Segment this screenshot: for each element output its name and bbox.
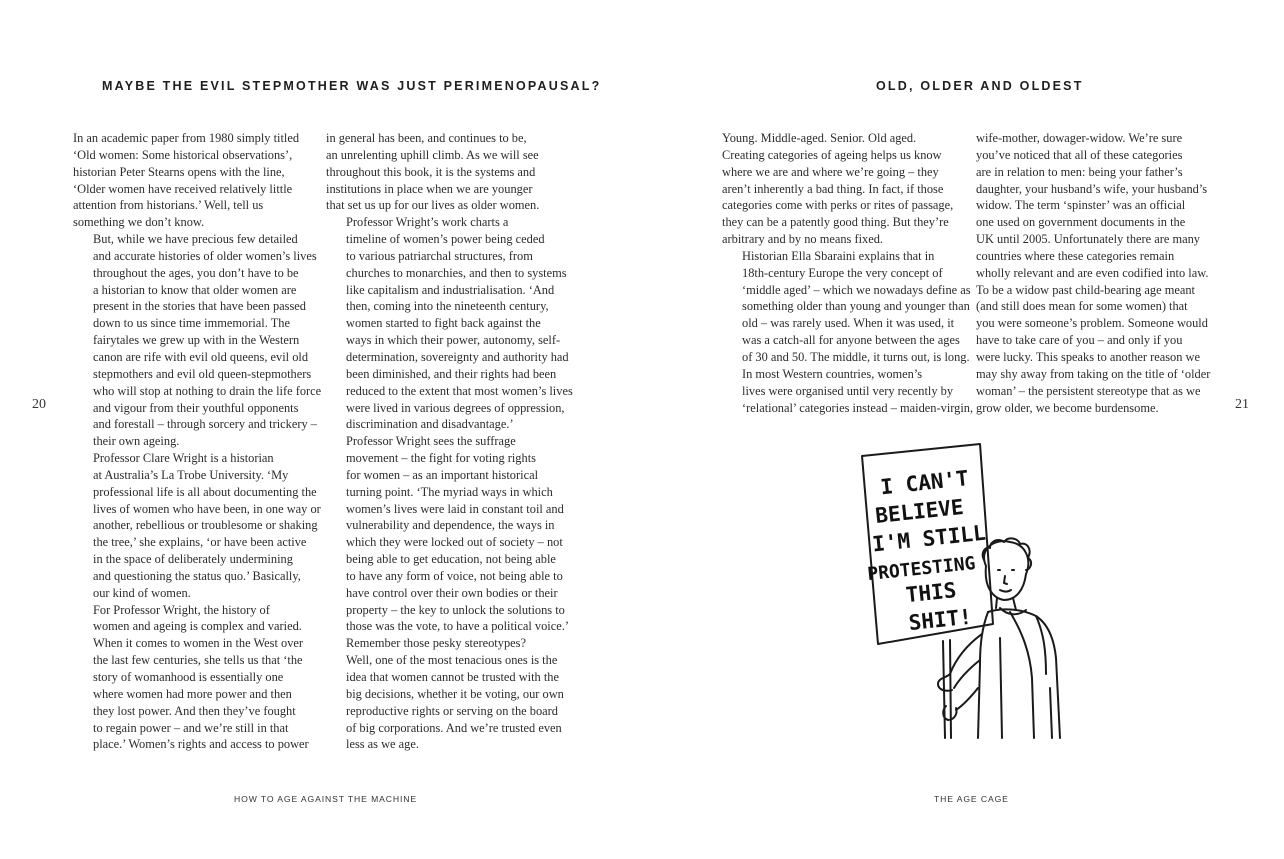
paragraph [976,130,1221,416]
text-line: aren’t inherently a bad thing. In fact, if those [722,181,944,196]
text-line: For Professor Wright, the history of [93,602,270,617]
text-line: at Australia’s La Trobe University. ‘My [93,467,289,482]
text-line: reproductive rights or serving on the board [346,703,558,718]
text-line: another, rebellious or troublesome or shaking [93,518,318,533]
text-line: UK until 2005. Unfortunately there are many [976,232,1200,247]
text-line: movement – the fight for voting rights [346,451,536,466]
text-line: that set us up for our lives as older women. [326,198,540,213]
text-line: arbitrary and by no means fixed. [722,232,884,247]
sign-line-1: I CAN'T [879,466,970,500]
text-line: old – was rarely used. When it was used, it [742,316,955,331]
right-page-number: 21 [1235,397,1249,412]
text-line: professional life is all about documenting the [93,484,317,499]
text-line: an unrelenting uphill climb. As we will see [326,147,539,162]
text-line: ‘middle aged’ – which we nowadays define as [742,282,971,297]
text-line: who will stop at nothing to drain the life force [93,383,322,398]
paragraph [722,366,974,417]
right-running-head: OLD, OLDER AND OLDEST [876,79,1084,93]
text-line: (and still does mean for some women) that [976,299,1188,314]
paragraph [326,635,571,753]
text-line: reduced to the extent that most women’s lives [346,383,573,398]
left-page-column-1 [73,130,322,753]
text-line: where we are and where we’re going – they [722,164,939,179]
text-line: Professor Clare Wright is a historian [93,451,274,466]
text-line: Professor Wright’s work charts a [346,215,509,230]
text-line: and vigour from their youthful opponents [93,400,299,415]
text-line: property – the key to unlock the solutions to [346,602,565,617]
text-line: institutions in place when we are younger [326,181,533,196]
text-line: idea that women cannot be trusted with the [346,670,559,684]
text-line: something older than young and younger than [742,299,970,314]
text-line: may shy away from taking on the title of ‘older [976,366,1211,381]
text-line: wife-mother, dowager-widow. We’re sure [976,131,1183,145]
text-line: those was the vote, to have a political voice.’ [346,619,569,634]
paragraph [722,248,971,366]
text-line: to have any form of voice, not being able to [346,568,563,583]
text-line: were lived in various degrees of oppression, [346,400,565,415]
paragraph [326,130,571,214]
text-line: have control over their own bodies or their [346,585,558,600]
text-line: Historian Ella Sbaraini explains that in [742,248,935,263]
text-line: Young. Middle-aged. Senior. Old aged. [722,131,917,145]
text-line: daughter, your husband’s wife, your husband’s [976,181,1208,196]
text-line: they can be a patently good thing. But they’re [722,215,949,230]
right-footer: THE AGE CAGE [934,794,1009,804]
text-line: the last few centuries, she tells us that ‘the [93,653,303,668]
text-line: something we don’t know. [73,215,205,230]
text-line: ‘relational’ categories instead – maiden-virgin, [742,400,974,415]
text-line: big decisions, whether it be voting, our own [346,686,564,701]
paragraph [722,130,967,248]
text-line: story of womanhood is essentially one [93,670,284,684]
text-line: categories come with perks or rites of passage, [722,198,954,213]
text-line: have to take care of you – and only if you [976,333,1183,348]
text-line: are in relation to men: being your father’s [976,164,1183,179]
text-line: to various patriarchal structures, from [346,248,533,263]
text-line: present in the stories that have been passed [93,299,306,314]
text-line: our kind of women. [93,585,191,600]
text-line: lives of women who have been, in one way or [93,501,321,516]
text-line: less as we age. [346,737,419,752]
text-line: a historian to know that older women are [93,282,297,297]
text-line: turning point. ‘The myriad ways in which [346,484,553,499]
paragraph [73,602,318,754]
left-footer: HOW TO AGE AGAINST THE MACHINE [234,794,417,804]
paragraph [73,450,321,602]
sign-line-3: I'M STILL [871,520,987,557]
text-line: which they were locked out of society – not [346,535,563,550]
text-line: and questioning the status quo.’ Basically, [93,568,301,583]
text-line: you were someone’s problem. Someone would [976,316,1208,331]
text-line: widow. The term ‘spinster’ was an official [976,198,1186,213]
text-line: historian Peter Stearns opens with the line, [73,164,285,179]
text-line: ways in which their power, autonomy, self- [346,333,561,348]
text-line: throughout the ages, you don’t have to be [93,265,299,280]
text-line: been diminished, and their rights had been [346,366,557,381]
right-page-column-1 [722,130,974,416]
text-line: and accurate histories of older women’s lives [93,248,317,263]
text-line: their own ageing. [93,434,180,449]
text-line: Well, one of the most tenacious ones is the [346,653,558,668]
text-line: down to us since time immemorial. The [93,316,290,331]
text-line: you’ve noticed that all of these categories [976,147,1183,162]
text-line: being able to get education, not being able [346,552,556,567]
left-page-column-2 [326,130,571,753]
text-line: of 30 and 50. The middle, it turns out, is long. [742,349,970,364]
text-line: in the space of deliberately undermining [93,552,293,567]
sign-line-5: THIS [904,578,958,608]
sign-line-2: BELIEVE [874,494,965,528]
text-line: then, coming into the nineteenth century, [346,299,549,314]
text-line: fairytales we grew up with in the Western [93,333,300,348]
text-line: But, while we have precious few detailed [93,232,298,247]
text-line: grow older, we become burdensome. [976,400,1159,415]
text-line: women’s lives were laid in constant toil and [346,501,564,516]
text-line: wholly relevant and are even codified into law. [976,265,1209,280]
text-line: for women – as an important historical [346,467,539,482]
text-line: discrimination and disadvantage.’ [346,417,514,432]
text-line: stepmothers and evil old queen-stepmothers [93,366,312,381]
text-line: were lucky. This speaks to another reason we [976,349,1200,364]
text-line: where women had more power and then [93,686,292,701]
text-line: timeline of women’s power being ceded [346,232,545,247]
text-line: vulnerability and dependence, the ways in [346,518,555,533]
sign-line-6: SHIT! [907,604,973,636]
text-line: To be a widow past child-bearing age meant [976,282,1195,297]
text-line: was a catch-all for anyone between the ages [742,333,960,348]
text-line: women and ageing is complex and varied. [93,619,302,634]
text-line: ‘Older women have received relatively little [73,181,293,196]
text-line: Creating categories of ageing helps us know [722,147,942,162]
text-line: the tree,’ she explains, ‘or have been active [93,535,307,550]
text-line: lives were organised until very recently by [742,383,954,398]
text-line: one used on government documents in the [976,215,1186,230]
paragraph [73,130,318,231]
text-line: 18th-century Europe the very concept of [742,265,943,280]
text-line: to regain power – and we’re still in that [93,720,289,735]
text-line: in general has been, and continues to be, [326,131,527,145]
text-line: of big corporations. And we’re trusted even [346,720,562,735]
text-line: ‘Old women: Some historical observations’, [73,147,293,162]
text-line: Remember those pesky stereotypes? [346,636,526,651]
text-line: like capitalism and industrialisation. ‘And [346,282,555,297]
text-line: When it comes to women in the West over [93,636,304,651]
text-line: determination, sovereignty and authority had [346,349,569,364]
text-line: In an academic paper from 1980 simply titled [73,131,300,145]
left-running-head: MAYBE THE EVIL STEPMOTHER WAS JUST PERIMENOPAUSAL? [102,79,602,93]
text-line: In most Western countries, women’s [742,366,923,381]
text-line: and forestall – through sorcery and trickery – [93,417,317,432]
paragraph [326,214,571,433]
text-line: place.’ Women’s rights and access to power [93,737,309,752]
text-line: throughout this book, it is the systems and [326,164,536,179]
text-line: they lost power. And then they’ve fought [93,703,296,718]
text-line: Professor Wright sees the suffrage [346,434,516,449]
text-line: churches to monarchies, and then to systems [346,265,567,280]
left-page-number: 20 [32,397,46,412]
paragraph [73,231,322,450]
protester-illustration [850,438,1070,768]
text-line: countries where these categories remain [976,248,1175,263]
sign-line-4: PROTESTING [866,552,977,586]
text-line: attention from historians.’ Well, tell us [73,198,264,213]
right-page-column-2 [976,130,1221,416]
text-line: canon are rife with evil old queens, evil old [93,349,309,364]
text-line: women started to fight back against the [346,316,541,331]
paragraph [326,433,571,635]
text-line: woman’ – the persistent stereotype that as we [976,383,1201,398]
